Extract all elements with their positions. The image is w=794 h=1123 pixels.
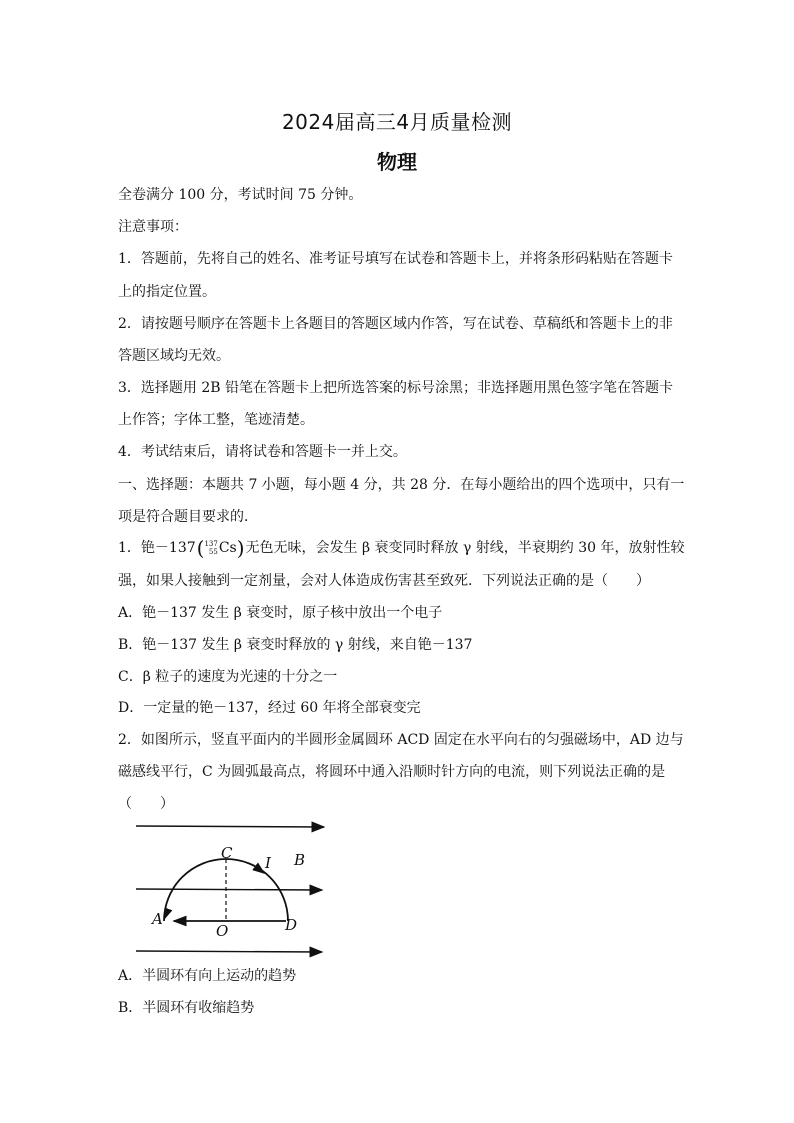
section-1-heading-line-2: 项是符合题目要求的．	[118, 509, 258, 525]
isotope-mass-number: 137	[204, 540, 218, 548]
question-1-stem-line-2: 强，如果人接触到一定剂量，会对人体造成伤害甚至致死．下列说法正确的是（ ）	[118, 573, 650, 589]
isotope-atomic-number: 55	[208, 548, 218, 556]
question-1-option-c: C．β 粒子的速度为光速的十分之一	[118, 669, 338, 685]
notice-3-line-1: 3．选择题用 2B 铅笔在答题卡上把所选答案的标号涂黑；非选择题用黑色签字笔在答题卡	[118, 380, 674, 396]
notice-1-line-2: 上的指定位置。	[118, 284, 216, 300]
question-1-stem-rest: 无色无味，会发生 β 衰变同时释放 γ 射线，半衰期约 30 年，放射性较	[245, 540, 685, 556]
question-2-stem-line-2: 磁感线平行，C 为圆弧最高点，将圆环中通入沿顺时针方向的电流，则下列说法正确的是	[118, 764, 666, 780]
isotope-symbol: Cs	[218, 540, 237, 556]
field-line-bottom	[136, 951, 322, 952]
notice-2-line-2: 答题区域均无效。	[118, 348, 230, 364]
label-a: A	[152, 910, 163, 928]
notice-3-line-2: 上作答；字体工整，笔迹清楚。	[118, 412, 314, 428]
label-d: D	[285, 916, 298, 934]
label-c: C	[221, 844, 233, 862]
notice-4: 4．考试结束后，请将试卷和答题卡一并上交。	[118, 444, 407, 460]
question-1-prefix: 1．铯－137	[118, 540, 196, 556]
notice-title: 注意事项：	[118, 219, 188, 235]
question-2-stem-line-3: （ ）	[118, 796, 174, 812]
label-current-i: I	[265, 854, 271, 872]
semicircle-ring-magnetic-field-figure	[128, 812, 338, 962]
score-time-text: 全卷满分 100 分，考试时间 75 分钟。	[118, 187, 363, 203]
cesium-isotope-notation: (137 55Cs)	[196, 536, 245, 560]
subject-title: 物理	[377, 150, 417, 174]
question-1-option-d: D．一定量的铯－137，经过 60 年将全部衰变完	[118, 700, 421, 716]
question-2-stem-line-1: 2．如图所示，竖直平面内的半圆形金属圆环 ACD 固定在水平向右的匀强磁场中，AD 边与	[118, 732, 684, 748]
field-line-top	[136, 826, 324, 827]
notice-1-line-1: 1．答题前，先将自己的姓名、准考证号填写在试卷和答题卡上，并将条形码粘贴在答题卡	[118, 251, 673, 267]
section-1-heading-line-1: 一、选择题：本题共 7 小题，每小题 4 分，共 28 分．在每小题给出的四个选项中，只有一	[118, 477, 685, 493]
exam-title: 2024届高三4月质量检测	[281, 110, 513, 134]
label-o: O	[216, 922, 229, 940]
question-2-option-a: A．半圆环有向上运动的趋势	[118, 968, 297, 984]
field-line-middle	[136, 889, 322, 890]
label-field-b: B	[294, 851, 306, 869]
question-1-option-b: B．铯－137 发生 β 衰变时释放的 γ 射线，来自铯－137	[118, 637, 473, 653]
question-1-option-a: A．铯－137 发生 β 衰变时，原子核中放出一个电子	[118, 605, 443, 621]
figure-svg	[128, 812, 338, 962]
question-1-stem-line-1	[118, 534, 685, 562]
question-2-option-b: B．半圆环有收缩趋势	[118, 1000, 255, 1016]
notice-2-line-1: 2．请按题号顺序在答题卡上各题目的答题区域内作答，写在试卷、草稿纸和答题卡上的非	[118, 316, 673, 332]
